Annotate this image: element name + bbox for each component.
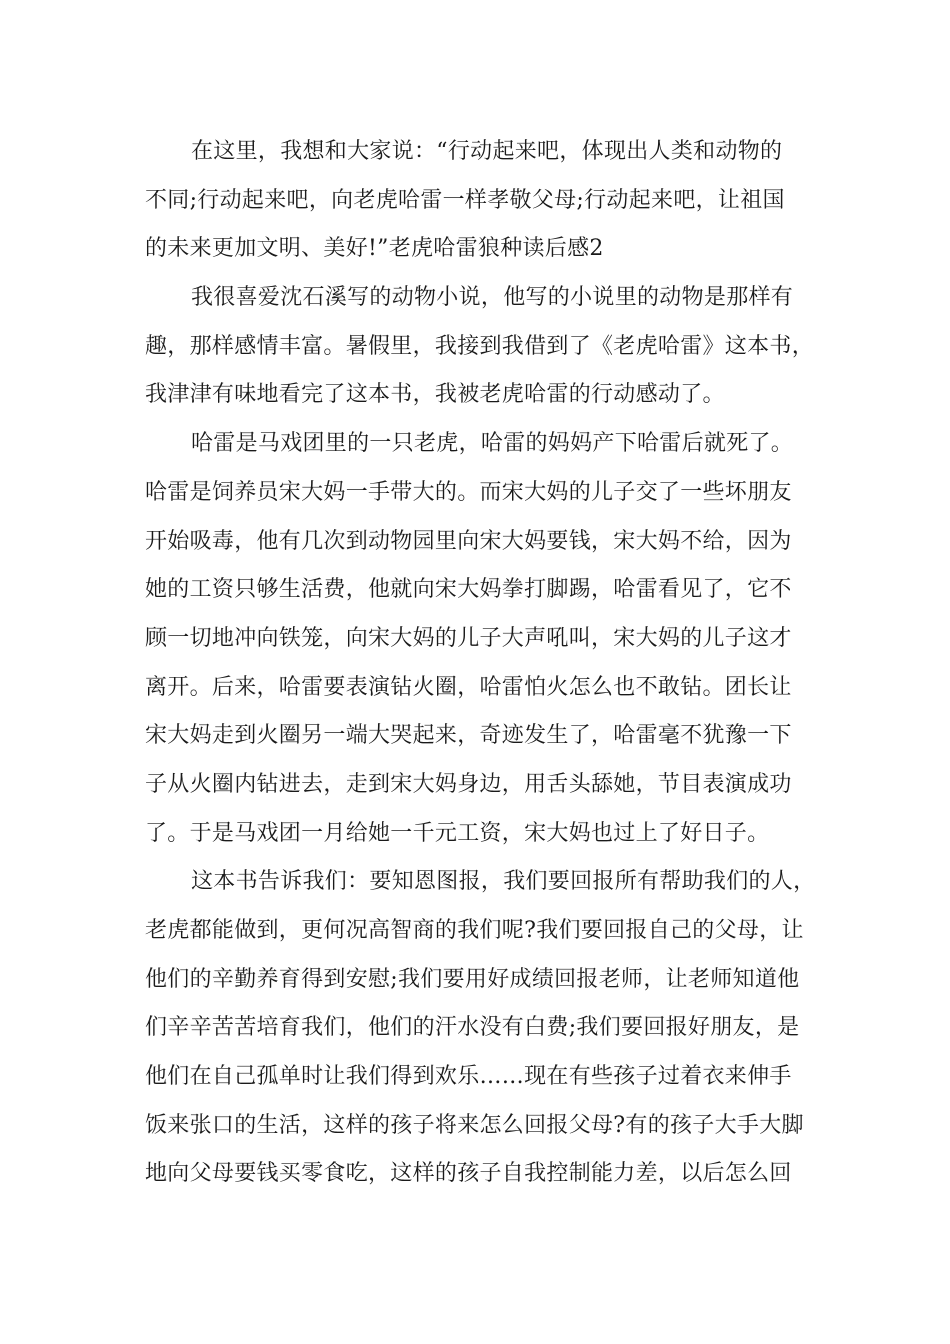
text-line: 的未来更加文明、美好!”老虎哈雷狼种读后感2	[145, 236, 604, 262]
text-line: 趣，那样感情丰富。暑假里，我接到我借到了《老虎哈雷》这本书，	[145, 333, 815, 359]
text-line: 不同;行动起来吧，向老虎哈雷一样孝敬父母;行动起来吧，让祖国	[145, 187, 785, 213]
document-page	[145, 128, 815, 1199]
text-line: 她的工资只够生活费，他就向宋大妈拳打脚踢，哈雷看见了，它不	[145, 577, 792, 603]
text-line: 哈雷是马戏团里的一只老虎，哈雷的妈妈产下哈雷后就死了。	[191, 431, 794, 457]
text-line: 在这里，我想和大家说：“行动起来吧，体现出人类和动物的	[191, 139, 783, 164]
text-line: 离开。后来，哈雷要表演钻火圈，哈雷怕火怎么也不敢钻。团长让	[145, 674, 792, 700]
text-line: 老虎都能做到，更何况高智商的我们呢?我们要回报自己的父母，让	[145, 918, 804, 943]
text-line: 饭来张口的生活，这样的孩子将来怎么回报父母?有的孩子大手大脚	[145, 1112, 804, 1138]
paragraph-4	[145, 858, 815, 1199]
paragraph-1	[145, 128, 815, 274]
paragraph-2	[145, 274, 815, 420]
text-line: 宋大妈走到火圈另一端大哭起来，奇迹发生了，哈雷毫不犹豫一下	[145, 723, 792, 749]
text-line: 我津津有味地看完了这本书，我被老虎哈雷的行动感动了。	[145, 382, 725, 408]
text-line: 他们的辛勤养育得到安慰;我们要用好成绩回报老师，让老师知道他	[145, 966, 800, 992]
text-line: 子从火圈内钻进去，走到宋大妈身边，用舌头舔她，节目表演成功	[145, 771, 792, 797]
text-line: 了。于是马戏团一月给她一千元工资，宋大妈也过上了好日子。	[145, 820, 770, 846]
text-line: 开始吸毒，他有几次到动物园里向宋大妈要钱，宋大妈不给，因为	[145, 528, 792, 554]
text-line: 这本书告诉我们：要知恩图报，我们要回报所有帮助我们的人，	[191, 869, 816, 895]
text-line: 哈雷是饲养员宋大妈一手带大的。而宋大妈的儿子交了一些坏朋友	[145, 479, 792, 505]
text-line: 我很喜爱沈石溪写的动物小说，他写的小说里的动物是那样有	[191, 285, 794, 311]
text-line: 们辛辛苦苦培育我们，他们的汗水没有白费;我们要回报好朋友，是	[145, 1015, 800, 1041]
text-line: 地向父母要钱买零食吃，这样的孩子自我控制能力差，以后怎么回	[145, 1161, 792, 1187]
text-line: 顾一切地冲向铁笼，向宋大妈的儿子大声吼叫，宋大妈的儿子这才	[145, 625, 792, 651]
text-line: 他们在自己孤单时让我们得到欢乐……现在有些孩子过着衣来伸手	[145, 1064, 792, 1090]
paragraph-3	[145, 420, 815, 858]
